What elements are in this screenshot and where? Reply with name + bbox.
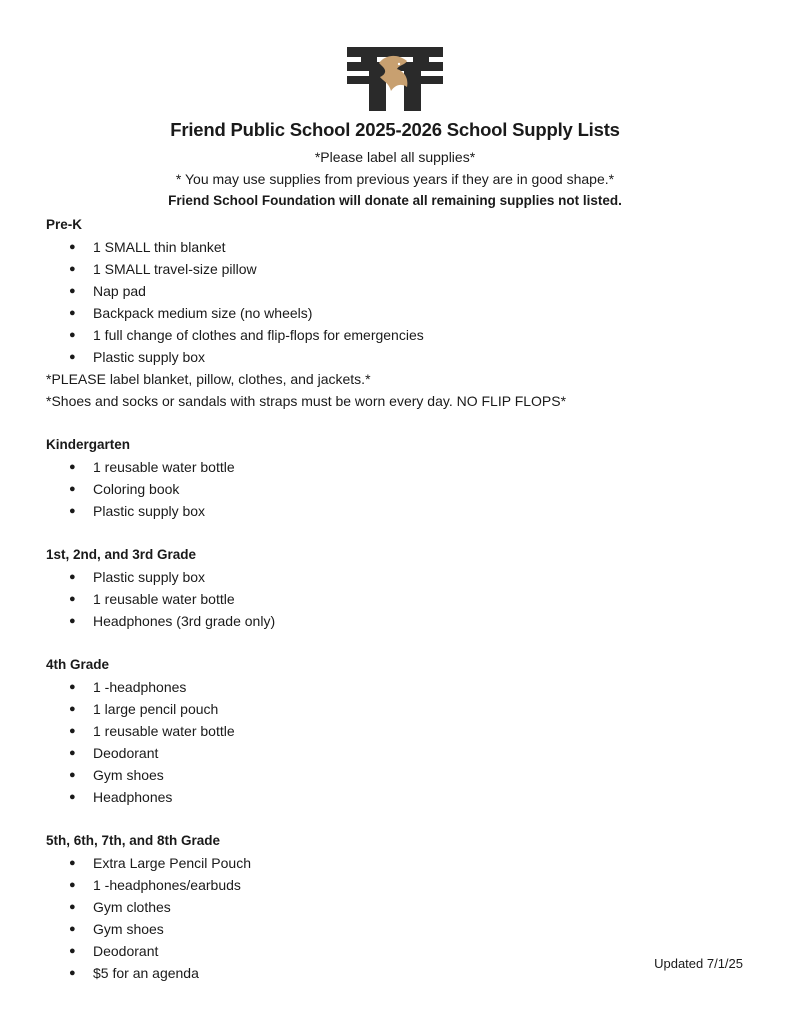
item-text: 1 SMALL travel-size pillow — [93, 261, 257, 277]
item-text: Plastic supply box — [93, 569, 206, 585]
school-logo-icon — [347, 47, 443, 111]
item-text: 1 reusable water bottle — [93, 723, 235, 739]
spacer — [46, 632, 766, 654]
grade-4-heading: 4th Grade — [46, 657, 110, 672]
item-text: Plastic supply box — [93, 349, 206, 365]
kindergarten-list — [46, 456, 766, 522]
list-item — [46, 324, 766, 346]
bullet-icon: ● — [69, 901, 76, 913]
list-item — [46, 742, 766, 764]
list-item — [46, 566, 766, 588]
bullet-icon: ● — [69, 615, 76, 627]
item-text: Extra Large Pencil Pouch — [93, 855, 251, 871]
bullet-icon: ● — [69, 285, 76, 297]
item-text: 1 -headphones — [93, 679, 187, 695]
bullet-icon: ● — [69, 857, 76, 869]
item-text: Gym shoes — [93, 767, 164, 783]
list-item — [46, 786, 766, 808]
list-item — [46, 236, 766, 258]
bullet-icon: ● — [69, 967, 76, 979]
bullet-icon: ● — [69, 505, 76, 517]
list-item — [46, 478, 766, 500]
list-item — [46, 258, 766, 280]
item-text: Nap pad — [93, 283, 146, 299]
bullet-icon: ● — [69, 329, 76, 341]
grades-5-8-heading: 5th, 6th, 7th, and 8th Grade — [46, 833, 221, 848]
item-text: Headphones (3rd grade only) — [93, 613, 276, 629]
list-item — [46, 610, 766, 632]
prek-shoes-note: *Shoes and socks or sandals with straps must be worn every day. NO FLIP FLOPS* — [46, 393, 567, 409]
bullet-icon: ● — [69, 571, 76, 583]
bullet-icon: ● — [69, 703, 76, 715]
bullet-icon: ● — [69, 483, 76, 495]
supply-sections — [46, 214, 766, 984]
list-item — [46, 874, 766, 896]
item-text: Deodorant — [93, 745, 159, 761]
bullet-icon: ● — [69, 263, 76, 275]
page-title: Friend Public School 2025-2026 School Supply Lists — [170, 119, 620, 140]
bullet-icon: ● — [69, 593, 76, 605]
bullet-icon: ● — [69, 945, 76, 957]
item-text: Coloring book — [93, 481, 180, 497]
item-text: $5 for an agenda — [93, 965, 199, 981]
bullet-icon: ● — [69, 725, 76, 737]
list-item — [46, 896, 766, 918]
spacer — [46, 412, 766, 434]
item-text: 1 -headphones/earbuds — [93, 877, 241, 893]
item-text: Plastic supply box — [93, 503, 206, 519]
item-text: 1 full change of clothes and flip-flops for emergencies — [93, 327, 424, 343]
bullet-icon: ● — [69, 791, 76, 803]
bullet-icon: ● — [69, 351, 76, 363]
item-text: Headphones — [93, 789, 173, 805]
kindergarten-heading: Kindergarten — [46, 437, 131, 452]
list-item — [46, 500, 766, 522]
item-text: 1 reusable water bottle — [93, 459, 235, 475]
prek-list — [46, 236, 766, 368]
bullet-icon: ● — [69, 461, 76, 473]
reuse-note: * You may use supplies from previous years if they are in good shape.* — [175, 171, 615, 187]
prek-heading: Pre-K — [46, 217, 83, 232]
list-item — [46, 918, 766, 940]
bullet-icon: ● — [69, 879, 76, 891]
label-note: *Please label all supplies* — [314, 149, 476, 165]
list-item — [46, 346, 766, 368]
grades-1-3-list — [46, 566, 766, 632]
item-text: Backpack medium size (no wheels) — [93, 305, 313, 321]
item-text: 1 large pencil pouch — [93, 701, 219, 717]
spacer — [46, 522, 766, 544]
item-text: Gym shoes — [93, 921, 164, 937]
list-item — [46, 588, 766, 610]
list-item — [46, 698, 766, 720]
bullet-icon: ● — [69, 307, 76, 319]
bullet-icon: ● — [69, 923, 76, 935]
list-item — [46, 676, 766, 698]
item-text: Deodorant — [93, 943, 159, 959]
list-item — [46, 456, 766, 478]
list-item — [46, 764, 766, 786]
item-text: 1 SMALL thin blanket — [93, 239, 226, 255]
prek-label-note: *PLEASE label blanket, pillow, clothes, and jackets.* — [46, 371, 371, 387]
updated-date: Updated 7/1/25 — [654, 956, 743, 971]
list-item — [46, 302, 766, 324]
bullet-icon: ● — [69, 769, 76, 781]
bullet-icon: ● — [69, 747, 76, 759]
spacer — [46, 808, 766, 830]
bullet-icon: ● — [69, 241, 76, 253]
foundation-note: Friend School Foundation will donate all remaining supplies not listed. — [168, 193, 622, 208]
bullet-icon: ● — [69, 681, 76, 693]
grades-1-3-heading: 1st, 2nd, and 3rd Grade — [46, 547, 197, 562]
list-item — [46, 280, 766, 302]
item-text: 1 reusable water bottle — [93, 591, 235, 607]
grade-4-list — [46, 676, 766, 808]
list-item — [46, 852, 766, 874]
list-item — [46, 720, 766, 742]
item-text: Gym clothes — [93, 899, 171, 915]
